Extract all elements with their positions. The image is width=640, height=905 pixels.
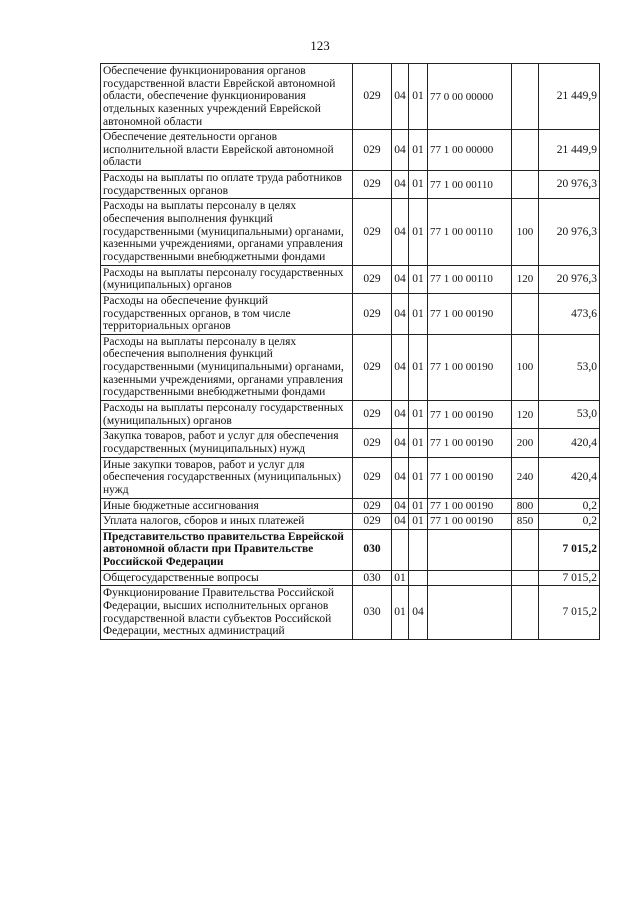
section-code: 04	[392, 334, 409, 400]
target-article-code: 77 1 00 00110	[428, 171, 512, 199]
section-code: 04	[392, 293, 409, 334]
ministry-code: 029	[353, 199, 392, 265]
expense-type-code: 100	[512, 334, 539, 400]
amount: 53,0	[539, 401, 600, 429]
ministry-code: 029	[353, 514, 392, 530]
amount: 20 976,3	[539, 265, 600, 293]
ministry-code: 029	[353, 130, 392, 171]
ministry-code: 029	[353, 171, 392, 199]
target-article-code: 77 0 00 00000	[428, 64, 512, 130]
target-article-code	[428, 529, 512, 570]
subsection-code: 01	[409, 429, 428, 457]
row-name: Представительство правительства Еврейской автономной области при Правительстве Российской Федерации	[101, 529, 353, 570]
ministry-code: 030	[353, 586, 392, 640]
target-article-code: 77 1 00 00190	[428, 293, 512, 334]
row-name: Обеспечение функционирования органов государственной власти Еврейской автономной области, обеспечение функционирования отдельных казенных учреждений Еврейской автономной области	[101, 64, 353, 130]
table-row	[101, 293, 600, 334]
target-article-code: 77 1 00 00000	[428, 130, 512, 171]
subsection-code: 01	[409, 498, 428, 514]
expense-type-code	[512, 586, 539, 640]
subsection-code: 01	[409, 401, 428, 429]
expense-type-code: 120	[512, 265, 539, 293]
amount: 420,4	[539, 429, 600, 457]
amount: 420,4	[539, 457, 600, 498]
ministry-code: 029	[353, 293, 392, 334]
subsection-code: 01	[409, 457, 428, 498]
target-article-code: 77 1 00 00110	[428, 199, 512, 265]
section-code: 04	[392, 498, 409, 514]
ministry-code: 030	[353, 570, 392, 586]
subsection-code	[409, 529, 428, 570]
table-row	[101, 570, 600, 586]
ministry-code: 029	[353, 334, 392, 400]
expense-type-code	[512, 293, 539, 334]
budget-table	[100, 63, 600, 640]
amount: 7 015,2	[539, 586, 600, 640]
target-article-code	[428, 570, 512, 586]
subsection-code: 01	[409, 171, 428, 199]
table-row	[101, 130, 600, 171]
row-name: Расходы на обеспечение функций государственных органов, в том числе территориальных органов	[101, 293, 353, 334]
table-row	[101, 529, 600, 570]
amount: 0,2	[539, 498, 600, 514]
ministry-code: 029	[353, 498, 392, 514]
subsection-code: 01	[409, 265, 428, 293]
row-name: Расходы на выплаты персоналу в целях обеспечения выполнения функций государственными (муниципальными) органами, казенными учреждениями, органами управления государственными внебюджетными фондами	[101, 334, 353, 400]
section-code: 01	[392, 570, 409, 586]
table-row	[101, 457, 600, 498]
table-row	[101, 498, 600, 514]
expense-type-code	[512, 130, 539, 171]
row-name: Расходы на выплаты персоналу государственных (муниципальных) органов	[101, 265, 353, 293]
target-article-code: 77 1 00 00110	[428, 265, 512, 293]
row-name: Расходы на выплаты персоналу в целях обеспечения выполнения функций государственными (муниципальными) органами, казенными учреждениями, органами управления государственными внебюджетными фондами	[101, 199, 353, 265]
row-name: Общегосударственные вопросы	[101, 570, 353, 586]
page-number: 123	[310, 38, 330, 53]
section-code: 04	[392, 199, 409, 265]
target-article-code	[428, 586, 512, 640]
section-code: 04	[392, 130, 409, 171]
target-article-code: 77 1 00 00190	[428, 457, 512, 498]
ministry-code: 030	[353, 529, 392, 570]
table-row	[101, 64, 600, 130]
table-row	[101, 334, 600, 400]
subsection-code: 01	[409, 293, 428, 334]
expense-type-code	[512, 171, 539, 199]
row-name: Функционирование Правительства Российской Федерации, высших исполнительных органов государственной власти субъектов Российской Федерации, местных администраций	[101, 586, 353, 640]
ministry-code: 029	[353, 429, 392, 457]
expense-type-code: 100	[512, 199, 539, 265]
row-name: Иные бюджетные ассигнования	[101, 498, 353, 514]
expense-type-code: 120	[512, 401, 539, 429]
amount: 473,6	[539, 293, 600, 334]
expense-type-code	[512, 570, 539, 586]
section-code: 04	[392, 64, 409, 130]
subsection-code: 01	[409, 199, 428, 265]
amount: 53,0	[539, 334, 600, 400]
row-name: Расходы на выплаты по оплате труда работников государственных органов	[101, 171, 353, 199]
table-row	[101, 401, 600, 429]
amount: 7 015,2	[539, 529, 600, 570]
section-code: 04	[392, 429, 409, 457]
amount: 21 449,9	[539, 64, 600, 130]
expense-type-code	[512, 529, 539, 570]
subsection-code: 01	[409, 514, 428, 530]
ministry-code: 029	[353, 401, 392, 429]
expense-type-code	[512, 64, 539, 130]
row-name: Закупка товаров, работ и услуг для обеспечения государственных (муниципальных) нужд	[101, 429, 353, 457]
section-code: 04	[392, 265, 409, 293]
section-code: 04	[392, 171, 409, 199]
row-name: Обеспечение деятельности органов исполнительной власти Еврейской автономной области	[101, 130, 353, 171]
target-article-code: 77 1 00 00190	[428, 514, 512, 530]
ministry-code: 029	[353, 457, 392, 498]
amount: 0,2	[539, 514, 600, 530]
table-row	[101, 429, 600, 457]
target-article-code: 77 1 00 00190	[428, 334, 512, 400]
table-row	[101, 171, 600, 199]
subsection-code: 01	[409, 64, 428, 130]
target-article-code: 77 1 00 00190	[428, 401, 512, 429]
target-article-code: 77 1 00 00190	[428, 429, 512, 457]
section-code: 04	[392, 457, 409, 498]
target-article-code: 77 1 00 00190	[428, 498, 512, 514]
table-row	[101, 514, 600, 530]
subsection-code: 04	[409, 586, 428, 640]
table-row	[101, 265, 600, 293]
amount: 20 976,3	[539, 171, 600, 199]
expense-type-code: 240	[512, 457, 539, 498]
ministry-code: 029	[353, 64, 392, 130]
subsection-code: 01	[409, 130, 428, 171]
amount: 20 976,3	[539, 199, 600, 265]
section-code: 04	[392, 401, 409, 429]
expense-type-code: 800	[512, 498, 539, 514]
subsection-code: 01	[409, 334, 428, 400]
expense-type-code: 850	[512, 514, 539, 530]
subsection-code	[409, 570, 428, 586]
amount: 21 449,9	[539, 130, 600, 171]
expense-type-code: 200	[512, 429, 539, 457]
row-name: Уплата налогов, сборов и иных платежей	[101, 514, 353, 530]
row-name: Иные закупки товаров, работ и услуг для обеспечения государственных (муниципальных) нужд	[101, 457, 353, 498]
table-row	[101, 199, 600, 265]
section-code: 04	[392, 514, 409, 530]
row-name: Расходы на выплаты персоналу государственных (муниципальных) органов	[101, 401, 353, 429]
section-code	[392, 529, 409, 570]
table-row	[101, 586, 600, 640]
section-code: 01	[392, 586, 409, 640]
amount: 7 015,2	[539, 570, 600, 586]
budget-table-body	[101, 64, 600, 640]
ministry-code: 029	[353, 265, 392, 293]
